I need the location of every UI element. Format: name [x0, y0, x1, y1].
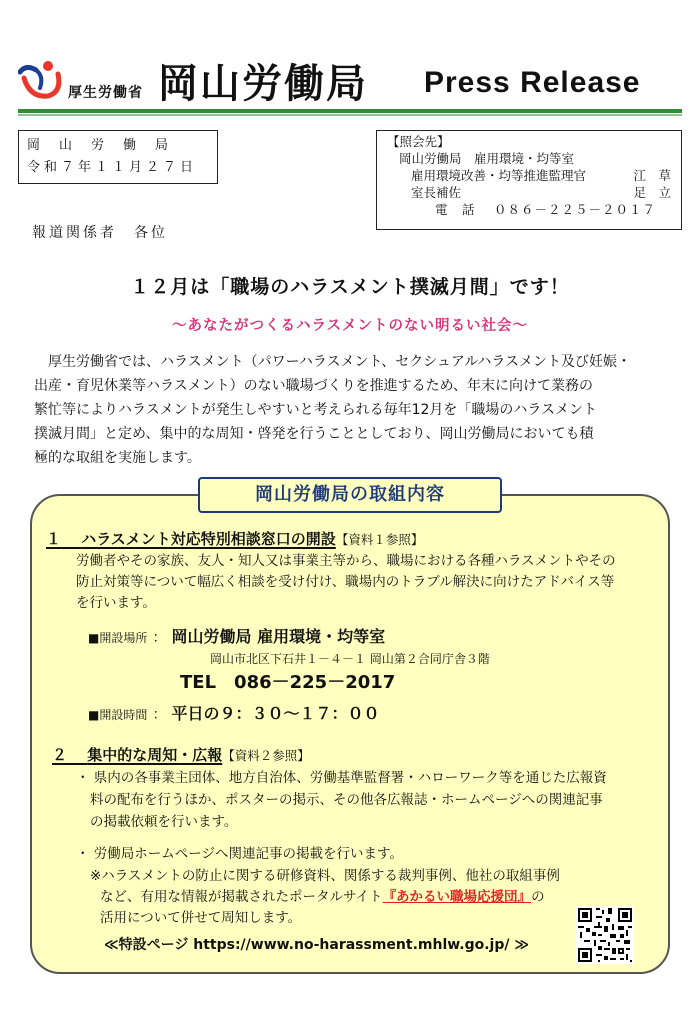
mhlw-logo-icon: [18, 58, 64, 102]
issuer-box: [18, 130, 218, 184]
intro-line: 撲滅月間」と定め、集中的な周知・啓発を行うこととしており、岡山労働局においても積: [34, 426, 594, 442]
panel-title: 岡山労働局の取組内容: [198, 477, 502, 513]
section-1-heading: [46, 528, 423, 549]
section-2-bullet-1-line: 料の配布を行うほか、ポスターの掲示、その他各広報誌・ホームページへの関連記事: [90, 792, 603, 808]
qr-code-icon[interactable]: [576, 906, 634, 964]
issuer-date: 令和７年１１月２７日: [27, 160, 198, 175]
section-1-ref: 【資料１参照】: [335, 532, 424, 547]
recipients: 報道関係者 各位: [32, 225, 168, 241]
section-2-bullet-1-line: の掲載依頼を行います。: [90, 814, 238, 830]
portal-link[interactable]: 『あかるい職場応援団』: [382, 889, 532, 905]
header-rule-secondary: [18, 114, 682, 116]
intro-line: 繁忙等によりハラスメントが発生しやすいと考えられる毎年12月を「職場のハラスメント: [34, 402, 597, 418]
note-line-pre: など、有用な情報が掲載されたポータルサイト: [100, 889, 383, 905]
page-subtitle: ～あなたがつくるハラスメントのない明るい社会～: [171, 318, 529, 334]
intro-line: 出産・育児休業等ハラスメント）のない職場づくりを推進するため、年末に向けて業務の: [34, 378, 594, 394]
place-address: 岡山市北区下石井１－４－１ 岡山第２合同庁舎３階: [210, 652, 490, 666]
section-1-line: 労働者やその家族、友人・知人又は事業主等から、職場における各種ハラスメントやその: [76, 553, 616, 569]
contact-dept: 岡山労働局 雇用環境・均等室: [399, 151, 575, 166]
hours-value: 平日の９：３０～１７：００: [171, 704, 380, 723]
contact-phone-label: 電 話: [435, 202, 476, 217]
contact-role-1: 雇用環境改善・均等推進監理官: [411, 168, 587, 183]
contact-name-1: 江 草: [633, 168, 671, 183]
ministry-name: 厚生労働省: [68, 85, 143, 101]
intro-line: 厚生労働省では、ハラスメント（パワーハラスメント、セクシュアルハラスメント及び妊娠・: [48, 354, 631, 370]
hours-label: ■開設時間: [88, 708, 148, 722]
hours-row: ■開設時間 ： 平日の９：３０～１７：００: [88, 704, 380, 723]
header-rule: [18, 109, 682, 113]
issuer-name: 岡山労働局: [27, 138, 188, 153]
special-page-link[interactable]: ≪特設ページ https://www.no-harassment.mhlw.go.jp/ ≫: [104, 937, 530, 953]
section-2-bullet-1-line: ・ 県内の各事業主団体、地方自治体、労働基準監督署・ハローワーク等を通じた広報資: [76, 770, 607, 786]
section-2-heading: [52, 744, 310, 765]
place-label: ■開設場所: [88, 631, 148, 645]
bureau-name: 岡山労働局: [158, 61, 368, 107]
contact-name-2: 足 立: [633, 185, 671, 200]
section-2-note-line: [100, 887, 545, 908]
section-2-title: 集中的な周知・広報: [87, 746, 223, 764]
intro-paragraph: [34, 350, 674, 470]
contact-role-2: 室長補佐: [411, 185, 462, 200]
page-title: １２月は「職場のハラスメント撲滅月間」です！: [130, 276, 570, 298]
contact-heading: 【照会先】: [387, 134, 450, 149]
place-row: ■開設場所 ： 岡山労働局 雇用環境・均等室: [88, 627, 386, 646]
place-tel: TEL 086－225－2017: [180, 672, 396, 693]
section-1-number: １: [46, 530, 62, 548]
section-1-title: ハラスメント対応特別相談窓口の開設: [81, 530, 336, 548]
intro-line: 極的な取組を実施します。: [34, 450, 201, 466]
section-2-note-line: ※ハラスメントの防止に関する研修資料、関係する裁判事例、他社の取組事例: [90, 868, 560, 884]
note-line-post: の: [531, 889, 545, 905]
press-release-title: Press Release: [424, 66, 641, 99]
place-value: 岡山労働局 雇用環境・均等室: [171, 627, 386, 646]
contact-box: [376, 130, 682, 230]
section-2-number: ２: [52, 746, 68, 764]
section-2-bullet-2: ・ 労働局ホームページへ関連記事の掲載を行います。: [76, 846, 403, 862]
section-2-ref: 【資料２参照】: [222, 748, 310, 763]
contact-phone: ０８６－２２５－２０１７: [494, 202, 657, 217]
section-1-line: を行います。: [76, 595, 156, 611]
section-2-note-line: 活用について併せて周知します。: [100, 910, 302, 926]
section-1-line: 防止対策等について幅広く相談を受け付け、職場内のトラブル解決に向けたアドバイス等: [76, 574, 615, 590]
